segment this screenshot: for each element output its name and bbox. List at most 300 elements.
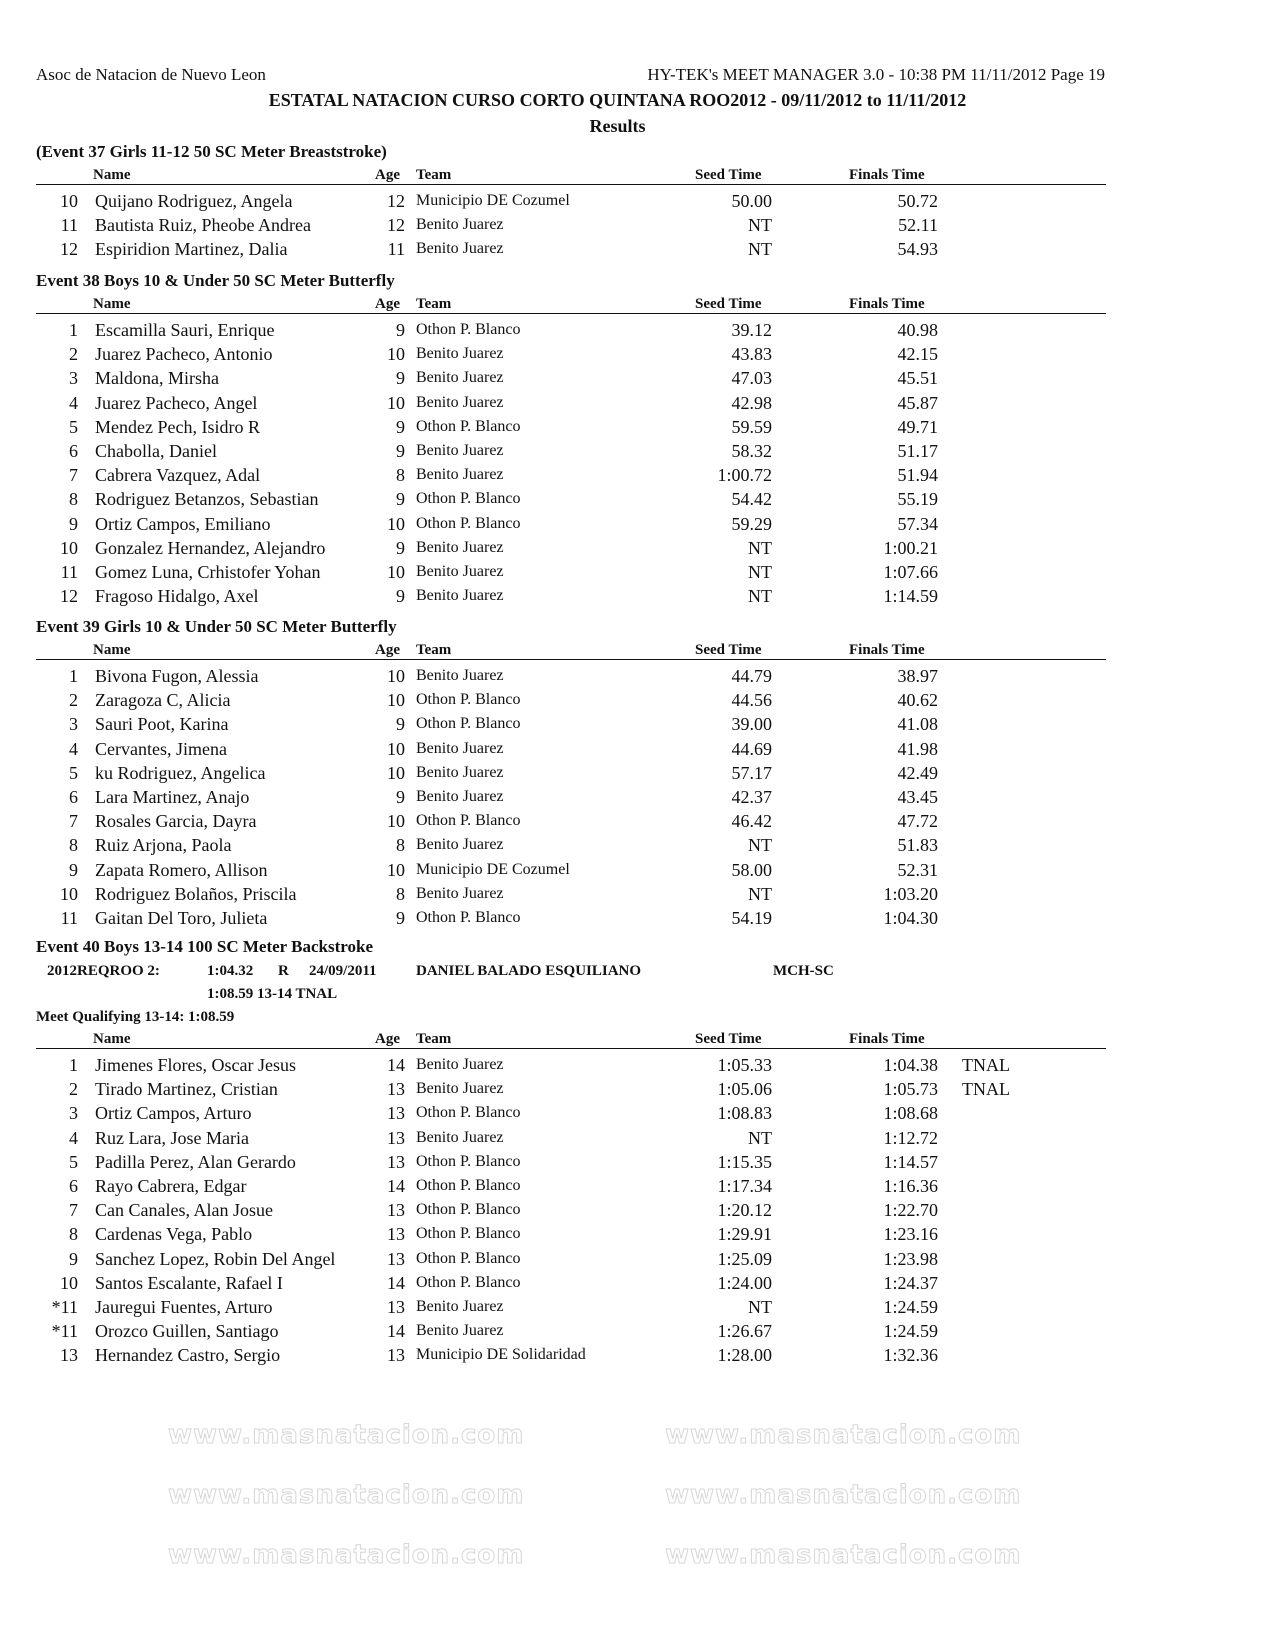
place-cell: 11 [60,215,78,236]
age-cell: 12 [387,215,405,236]
seed-cell: NT [748,883,772,904]
seed-cell: 1:25.09 [717,1248,772,1269]
place-cell: 5 [69,1151,78,1172]
final-cell: 1:23.16 [883,1224,938,1245]
name-cell: Juarez Pacheco, Antonio [95,344,273,365]
team-cell: Benito Juarez [416,1080,504,1098]
team-cell: Othon P. Blanco [416,908,521,926]
col-age: Age [375,1031,400,1047]
meet-qualifying: Meet Qualifying 13-14: 1:08.59 [36,1009,235,1025]
seed-cell: NT [748,835,772,856]
seed-cell: 58.32 [731,440,772,461]
team-cell: Benito Juarez [416,1128,504,1146]
seed-cell: 1:05.06 [717,1079,772,1100]
age-cell: 9 [396,320,405,340]
name-cell: Sanchez Lopez, Robin Del Angel [95,1248,336,1269]
result-row [0,1222,1275,1246]
place-cell: 3 [69,368,78,389]
seed-cell: NT [748,1127,772,1148]
team-cell: Benito Juarez [416,1322,504,1340]
name-cell: Gaitan Del Toro, Julieta [95,907,268,928]
name-cell: Fragoso Hidalgo, Axel [95,586,259,607]
age-cell: 13 [387,1079,405,1100]
seed-cell: 39.12 [731,320,772,340]
name-cell: Rosales Garcia, Dayra [95,811,257,832]
name-cell: Cervantes, Jimena [95,738,227,759]
result-row [0,1343,1275,1367]
name-cell: Zapata Romero, Allison [95,859,268,880]
place-cell: 2 [69,690,78,711]
name-cell: Gomez Luna, Crhistofer Yohan [95,561,321,582]
final-cell: 55.19 [897,489,938,510]
final-cell: 1:24.59 [883,1321,938,1342]
header-rule [36,1048,1106,1049]
name-cell: Jimenes Flores, Oscar Jesus [95,1055,296,1075]
team-cell: Othon P. Blanco [416,514,521,532]
final-cell: 51.17 [897,440,938,461]
age-cell: 13 [387,1200,405,1221]
age-cell: 9 [396,440,405,461]
seed-cell: 42.37 [731,786,772,807]
results-subtitle: Results [589,116,646,136]
result-row [0,1174,1275,1198]
age-cell: 9 [396,786,405,807]
final-cell: 1:04.38 [883,1055,938,1075]
event-38-section [0,271,1275,608]
result-row [0,536,1275,560]
result-row [0,487,1275,511]
name-cell: Hernandez Castro, Sergio [95,1345,281,1366]
place-cell: *11 [51,1321,78,1342]
seed-cell: 1:08.83 [717,1103,772,1124]
final-cell: 1:04.30 [883,907,938,928]
watermark: www.masnatacion.com [168,1480,525,1510]
age-cell: 9 [396,416,405,437]
seed-cell: 57.17 [731,762,772,783]
seed-cell: 43.83 [731,344,772,365]
name-cell: Espiridion Martinez, Dalia [95,239,288,260]
team-cell: Benito Juarez [416,787,504,805]
col-finals-time: Finals Time [849,1031,925,1047]
team-cell: Benito Juarez [416,393,504,411]
age-cell: 10 [387,762,405,783]
team-cell: Benito Juarez [416,763,504,781]
result-row [0,906,1275,930]
seed-cell: NT [748,537,772,558]
age-cell: 10 [387,738,405,759]
column-headers [0,640,1275,660]
age-cell: 12 [387,191,405,211]
col-name: Name [93,642,131,658]
result-row [0,391,1275,415]
col-seed-time: Seed Time [695,1031,762,1047]
result-row [0,664,1275,688]
software-page-info: HY-TEK's MEET MANAGER 3.0 - 10:38 PM 11/11/2012 Page 19 [647,65,1105,84]
final-cell: 1:32.36 [883,1345,938,1366]
place-cell: 9 [69,859,78,880]
place-cell: 5 [69,416,78,437]
final-cell: 57.34 [897,513,938,534]
name-cell: Gonzalez Hernandez, Alejandro [95,537,326,558]
seed-cell: 59.59 [731,416,772,437]
col-age: Age [375,296,400,312]
name-cell: Cardenas Vega, Pablo [95,1224,253,1245]
team-cell: Benito Juarez [416,1056,504,1073]
seed-cell: 59.29 [731,513,772,534]
team-cell: Benito Juarez [416,216,504,234]
seed-cell: NT [748,561,772,582]
name-cell: Rodriguez Betanzos, Sebastian [95,489,319,510]
result-row [0,1271,1275,1295]
place-cell: 8 [69,1224,78,1245]
name-cell: Ruz Lara, Jose Maria [95,1127,249,1148]
final-cell: 42.15 [897,344,938,365]
result-row [0,342,1275,366]
column-headers [0,165,1275,185]
team-cell: Othon P. Blanco [416,1249,521,1267]
col-seed-time: Seed Time [695,296,762,312]
age-cell: 9 [396,586,405,607]
age-cell: 10 [387,690,405,711]
place-cell: 5 [69,762,78,783]
name-cell: Orozco Guillen, Santiago [95,1321,279,1342]
age-cell: 9 [396,368,405,389]
seed-cell: NT [748,586,772,607]
final-cell: 1:12.72 [883,1127,938,1148]
event-40-section [0,937,1275,1367]
team-cell: Othon P. Blanco [416,1273,521,1291]
result-row [0,560,1275,584]
result-row [0,712,1275,736]
name-cell: Rodriguez Bolaños, Priscila [95,883,297,904]
result-row [0,833,1275,857]
team-cell: Benito Juarez [416,466,504,484]
final-cell: 42.49 [897,762,938,783]
age-cell: 9 [396,537,405,558]
event-37-section [0,142,1275,262]
column-headers [0,294,1275,314]
result-row [0,1198,1275,1222]
extra-cell: TNAL [962,1079,1010,1100]
team-cell: Othon P. Blanco [416,417,521,435]
team-cell: Othon P. Blanco [416,715,521,733]
result-row [0,785,1275,809]
team-cell: Benito Juarez [416,1297,504,1315]
place-cell: 13 [60,1345,78,1366]
place-cell: 12 [60,239,78,260]
team-cell: Benito Juarez [416,667,504,684]
event-title: (Event 37 Girls 11-12 50 SC Meter Breaststroke) [36,142,387,161]
team-cell: Benito Juarez [416,240,504,258]
place-cell: 1 [69,320,78,340]
standard-time: 1:08.59 13-14 TNAL [207,986,338,1002]
final-cell: 47.72 [897,811,938,832]
name-cell: Tirado Martinez, Cristian [95,1079,278,1100]
name-cell: Cabrera Vazquez, Adal [95,465,261,486]
age-cell: 8 [396,465,405,486]
age-cell: 9 [396,714,405,735]
team-cell: Benito Juarez [416,369,504,387]
team-cell: Othon P. Blanco [416,1152,521,1170]
event-title: Event 39 Girls 10 & Under 50 SC Meter Butterfly [36,617,397,636]
record-holder: DANIEL BALADO ESQUILIANO [416,963,642,979]
final-cell: 45.87 [897,392,938,413]
final-cell: 1:03.20 [883,883,938,904]
place-cell: 2 [69,344,78,365]
col-seed-time: Seed Time [695,642,762,658]
name-cell: Ruiz Arjona, Paola [95,835,232,856]
final-cell: 38.97 [897,666,938,686]
age-cell: 10 [387,561,405,582]
result-row [0,882,1275,906]
team-cell: Benito Juarez [416,836,504,854]
seed-cell: 54.19 [731,907,772,928]
age-cell: 14 [387,1055,405,1075]
name-cell: Escamilla Sauri, Enrique [95,320,275,340]
final-cell: 1:14.59 [883,586,938,607]
result-row [0,737,1275,761]
team-cell: Municipio DE Cozumel [416,192,570,209]
header-rule [36,184,1106,185]
place-cell: 2 [69,1079,78,1100]
result-row [0,512,1275,536]
age-cell: 13 [387,1127,405,1148]
name-cell: Quijano Rodriguez, Angela [95,191,293,211]
place-cell: 9 [69,513,78,534]
watermark: www.masnatacion.com [665,1480,1022,1510]
col-finals-time: Finals Time [849,167,925,183]
age-cell: 13 [387,1224,405,1245]
extra-cell: TNAL [962,1055,1010,1075]
name-cell: Can Canales, Alan Josue [95,1200,273,1221]
final-cell: 40.62 [897,690,938,711]
place-cell: 11 [60,907,78,928]
final-cell: 51.94 [897,465,938,486]
name-cell: Sauri Poot, Karina [95,714,229,735]
record-time: 1:04.32 [207,963,254,979]
final-cell: 41.08 [897,714,938,735]
col-name: Name [93,1031,131,1047]
result-row [0,688,1275,712]
col-name: Name [93,167,131,183]
result-row [0,318,1275,342]
seed-cell: 1:20.12 [717,1200,772,1221]
age-cell: 11 [387,239,405,260]
final-cell: 1:24.59 [883,1296,938,1317]
place-cell: 3 [69,1103,78,1124]
record-label: 2012REQROO 2: [47,963,160,979]
seed-cell: 1:24.00 [717,1272,772,1293]
meet-title: ESTATAL NATACION CURSO CORTO QUINTANA ROO2012 - 09/11/2012 to 11/11/2012 [268,90,967,110]
result-row [0,213,1275,237]
age-cell: 13 [387,1151,405,1172]
place-cell: 9 [69,1248,78,1269]
final-cell: 1:08.68 [883,1103,938,1124]
age-cell: 10 [387,859,405,880]
team-cell: Benito Juarez [416,739,504,757]
col-finals-time: Finals Time [849,642,925,658]
age-cell: 10 [387,811,405,832]
result-row [0,366,1275,390]
place-cell: 4 [69,1127,78,1148]
final-cell: 1:16.36 [883,1175,938,1196]
age-cell: 8 [396,883,405,904]
col-team: Team [416,1031,452,1047]
seed-cell: 47.03 [731,368,772,389]
team-cell: Benito Juarez [416,562,504,580]
final-cell: 52.31 [897,859,938,880]
result-row [0,415,1275,439]
name-cell: Bivona Fugon, Alessia [95,666,259,686]
team-cell: Municipio DE Solidaridad [416,1346,586,1364]
watermark: www.masnatacion.com [168,1420,525,1450]
result-row [0,463,1275,487]
team-cell: Othon P. Blanco [416,490,521,508]
seed-cell: 1:05.33 [717,1055,772,1075]
event-title: Event 38 Boys 10 & Under 50 SC Meter Butterfly [36,271,395,290]
seed-cell: 1:26.67 [717,1321,772,1342]
age-cell: 10 [387,344,405,365]
col-age: Age [375,167,400,183]
age-cell: 13 [387,1296,405,1317]
result-row [0,237,1275,261]
final-cell: 43.45 [897,786,938,807]
name-cell: Zaragoza C, Alicia [95,690,231,711]
name-cell: Maldona, Mirsha [95,368,219,389]
column-headers [0,1029,1275,1049]
place-cell: 1 [69,1055,78,1075]
result-row [0,189,1275,213]
team-cell: Benito Juarez [416,441,504,459]
seed-cell: 39.00 [731,714,772,735]
place-cell: 10 [60,1272,78,1293]
seed-cell: NT [748,1296,772,1317]
seed-cell: 42.98 [731,392,772,413]
place-cell: 8 [69,835,78,856]
name-cell: Jauregui Fuentes, Arturo [95,1296,273,1317]
col-name: Name [93,296,131,312]
name-cell: Lara Martinez, Anajo [95,786,250,807]
org-name: Asoc de Natacion de Nuevo Leon [36,65,266,84]
place-cell: 12 [60,586,78,607]
name-cell: Chabolla, Daniel [95,440,217,461]
final-cell: 41.98 [897,738,938,759]
final-cell: 1:07.66 [883,561,938,582]
seed-cell: 46.42 [731,811,772,832]
place-cell: 10 [60,191,78,211]
event-39-section [0,617,1275,930]
place-cell: 4 [69,738,78,759]
result-row [0,1247,1275,1271]
seed-cell: 44.79 [731,666,772,686]
place-cell: 6 [69,1175,78,1196]
watermark: www.masnatacion.com [168,1540,525,1570]
watermark: www.masnatacion.com [665,1420,1022,1450]
age-cell: 10 [387,392,405,413]
event-title: Event 40 Boys 13-14 100 SC Meter Backstroke [36,937,373,956]
team-cell: Benito Juarez [416,345,504,363]
name-cell: Juarez Pacheco, Angel [95,392,258,413]
place-cell: *11 [51,1296,78,1317]
team-cell: Benito Juarez [416,884,504,902]
team-cell: Othon P. Blanco [416,321,521,338]
record-date: 24/09/2011 [309,963,377,979]
name-cell: Rayo Cabrera, Edgar [95,1175,247,1196]
place-cell: 7 [69,1200,78,1221]
result-row [0,1319,1275,1343]
team-cell: Municipio DE Cozumel [416,860,570,878]
place-cell: 4 [69,392,78,413]
age-cell: 10 [387,666,405,686]
qualifying-standard [0,983,1275,1006]
seed-cell: 1:15.35 [717,1151,772,1172]
place-cell: 7 [69,811,78,832]
age-cell: 13 [387,1345,405,1366]
result-row [0,858,1275,882]
name-cell: Ortiz Campos, Arturo [95,1103,252,1124]
seed-cell: 1:17.34 [717,1175,772,1196]
final-cell: 51.83 [897,835,938,856]
age-cell: 13 [387,1103,405,1124]
seed-cell: 1:29.91 [717,1224,772,1245]
place-cell: 11 [60,561,78,582]
team-cell: Othon P. Blanco [416,691,521,709]
name-cell: Padilla Perez, Alan Gerardo [95,1151,296,1172]
seed-cell: 1:28.00 [717,1345,772,1366]
name-cell: Mendez Pech, Isidro R [95,416,260,437]
final-cell: 49.71 [897,416,938,437]
team-cell: Othon P. Blanco [416,1225,521,1243]
seed-cell: 50.00 [731,191,772,211]
result-row [0,584,1275,608]
final-cell: 1:22.70 [883,1200,938,1221]
record-flag: R [278,963,289,979]
final-cell: 54.93 [897,239,938,260]
name-cell: Bautista Ruiz, Pheobe Andrea [95,215,311,236]
final-cell: 1:24.37 [883,1272,938,1293]
age-cell: 14 [387,1175,405,1196]
seed-cell: 54.42 [731,489,772,510]
age-cell: 9 [396,489,405,510]
team-cell: Othon P. Blanco [416,812,521,830]
name-cell: Santos Escalante, Rafael I [95,1272,283,1293]
age-cell: 8 [396,835,405,856]
age-cell: 10 [387,513,405,534]
seed-cell: NT [748,239,772,260]
final-cell: 1:05.73 [883,1079,938,1100]
age-cell: 14 [387,1321,405,1342]
team-cell: Benito Juarez [416,587,504,605]
col-team: Team [416,167,452,183]
name-cell: Ortiz Campos, Emiliano [95,513,271,534]
result-row [0,1295,1275,1319]
seed-cell: NT [748,215,772,236]
team-cell: Othon P. Blanco [416,1201,521,1219]
result-row [0,1101,1275,1125]
col-age: Age [375,642,400,658]
result-row [0,809,1275,833]
final-cell: 52.11 [898,215,938,236]
age-cell: 13 [387,1248,405,1269]
seed-cell: 58.00 [731,859,772,880]
final-cell: 1:14.57 [883,1151,938,1172]
name-cell: ku Rodriguez, Angelica [95,762,266,783]
result-row [0,761,1275,785]
team-cell: Benito Juarez [416,538,504,556]
record-line [0,960,1275,983]
result-row [0,439,1275,463]
place-cell: 6 [69,440,78,461]
